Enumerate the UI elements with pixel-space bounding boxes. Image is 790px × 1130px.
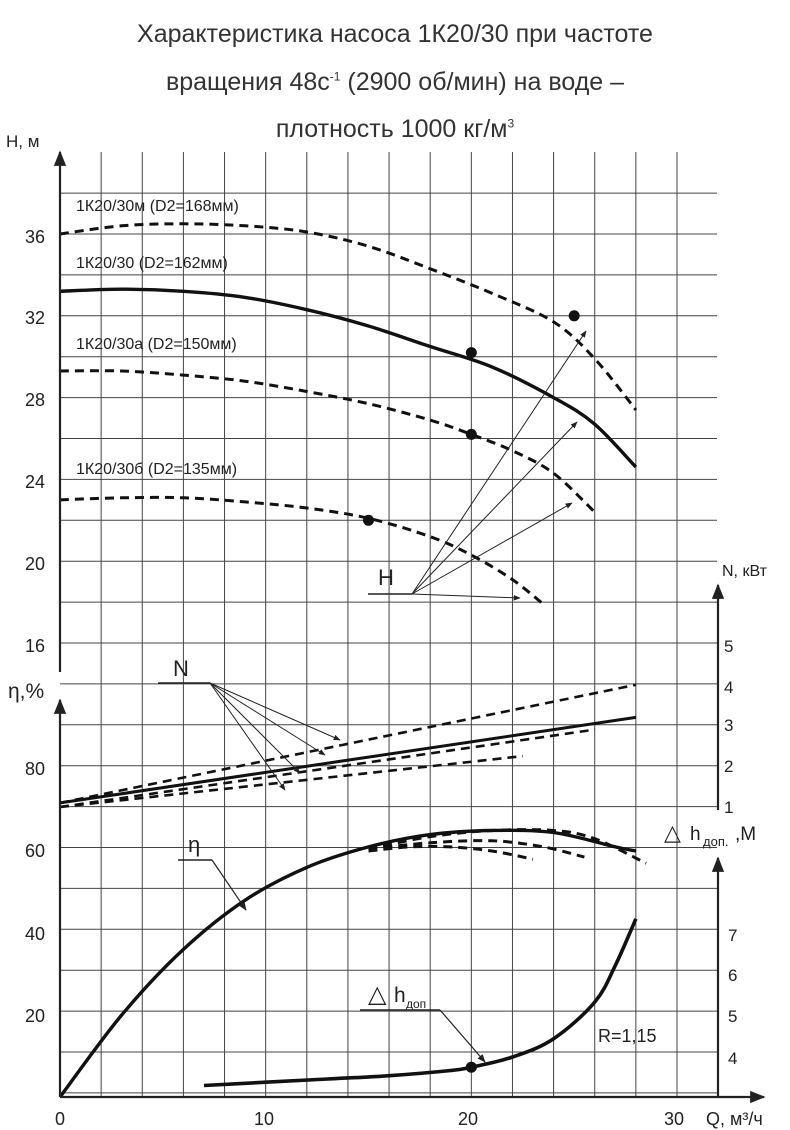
n-annotation-label: N (173, 656, 189, 681)
npsh-axis-label-main: h (690, 824, 701, 845)
axes (6, 132, 768, 1129)
npsh-tick-4: 4 (728, 1049, 738, 1068)
npsh-tick-6: 6 (728, 966, 738, 985)
x-tick-0: 0 (55, 1109, 66, 1129)
h-tick-36: 36 (25, 227, 46, 247)
head-marker-1 (466, 347, 477, 358)
n-tick-1: 1 (724, 798, 734, 817)
h-tick-32: 32 (25, 308, 46, 328)
title-sup-2: -1 (329, 69, 341, 84)
curve-labels (76, 198, 657, 1062)
n-arrow-to-30 (210, 683, 325, 755)
r-annotation: R=1,15 (598, 1026, 657, 1046)
n-tick-2: 2 (724, 757, 734, 776)
series-label-1k20-30a: 1К20/30а (D2=150мм) (76, 336, 237, 353)
x-tick-10: 10 (254, 1109, 275, 1129)
n-tick-5: 5 (724, 637, 734, 656)
series-label-1k20-30b: 1К20/30б (D2=135мм) (76, 461, 238, 478)
series-label-1k20-30m: 1К20/30м (D2=168мм) (76, 198, 239, 215)
head-marker-2 (466, 429, 477, 440)
head-curve-2 (60, 371, 595, 512)
title-text-2b: (2900 об/мин) на воде – (340, 68, 625, 96)
h-arrow-to-30b (412, 594, 520, 598)
npsh-marker-0 (466, 1062, 477, 1073)
series-label-1k20-30: 1К20/30 (D2=162мм) (76, 255, 228, 272)
x-tick-30: 30 (664, 1109, 685, 1129)
head-curve-3 (60, 497, 543, 604)
eta-annotation-arrow (212, 860, 246, 910)
head-marker-0 (569, 310, 580, 321)
eta-annotation-label: η (188, 832, 201, 857)
title-text-3a: плотность 1000 кг/м (275, 115, 508, 143)
npsh-axis-label-unit: ,М (735, 824, 757, 845)
h-annotation-label: H (378, 565, 394, 590)
npsh-axis-label (664, 820, 756, 849)
npsh-tick-5: 5 (728, 1007, 738, 1026)
h-tick-28: 28 (25, 390, 46, 410)
npsh-tick-7: 7 (728, 926, 738, 945)
q-axis-label: Q, м³/ч (706, 1109, 763, 1129)
n-arrow-to-30a (210, 683, 300, 773)
x-tick-20: 20 (458, 1109, 479, 1129)
efficiency-curve-1 (369, 830, 647, 864)
npsh-axis-label-sub: доп. (703, 834, 729, 849)
h-tick-24: 24 (25, 472, 46, 492)
h-axis-label: H, м (6, 132, 40, 151)
curves (60, 224, 646, 1097)
efficiency-curve-3 (369, 846, 534, 859)
dh-delta-glyph: △ (368, 981, 387, 1008)
dh-annotation-sub: доп (406, 997, 427, 1011)
title-text-2a: вращения 48с (165, 68, 330, 96)
h-tick-20: 20 (25, 554, 46, 574)
title-sup-3: 3 (507, 116, 515, 131)
eta-tick-40: 40 (25, 924, 46, 944)
eta-tick-20: 20 (25, 1006, 46, 1026)
dh-annotation-label: h (394, 984, 406, 1007)
n-tick-4: 4 (724, 678, 734, 697)
eta-axis-label: η,% (8, 680, 45, 703)
power-curve-2 (60, 730, 595, 807)
h-arrow-to-30 (412, 422, 577, 594)
npsh-delta-glyph: △ (664, 820, 681, 845)
h-tick-16: 16 (25, 636, 46, 656)
h-arrow-to-30a (412, 503, 572, 594)
title-text-1: Характеристика насоса 1К20/30 при частоте (137, 20, 653, 48)
n-axis-label: N, кВт (722, 563, 767, 580)
head-marker-3 (363, 515, 374, 526)
eta-tick-80: 80 (25, 759, 46, 779)
n-tick-3: 3 (724, 716, 734, 735)
eta-tick-60: 60 (25, 841, 46, 861)
dh-annotation-arrow (440, 1010, 485, 1062)
